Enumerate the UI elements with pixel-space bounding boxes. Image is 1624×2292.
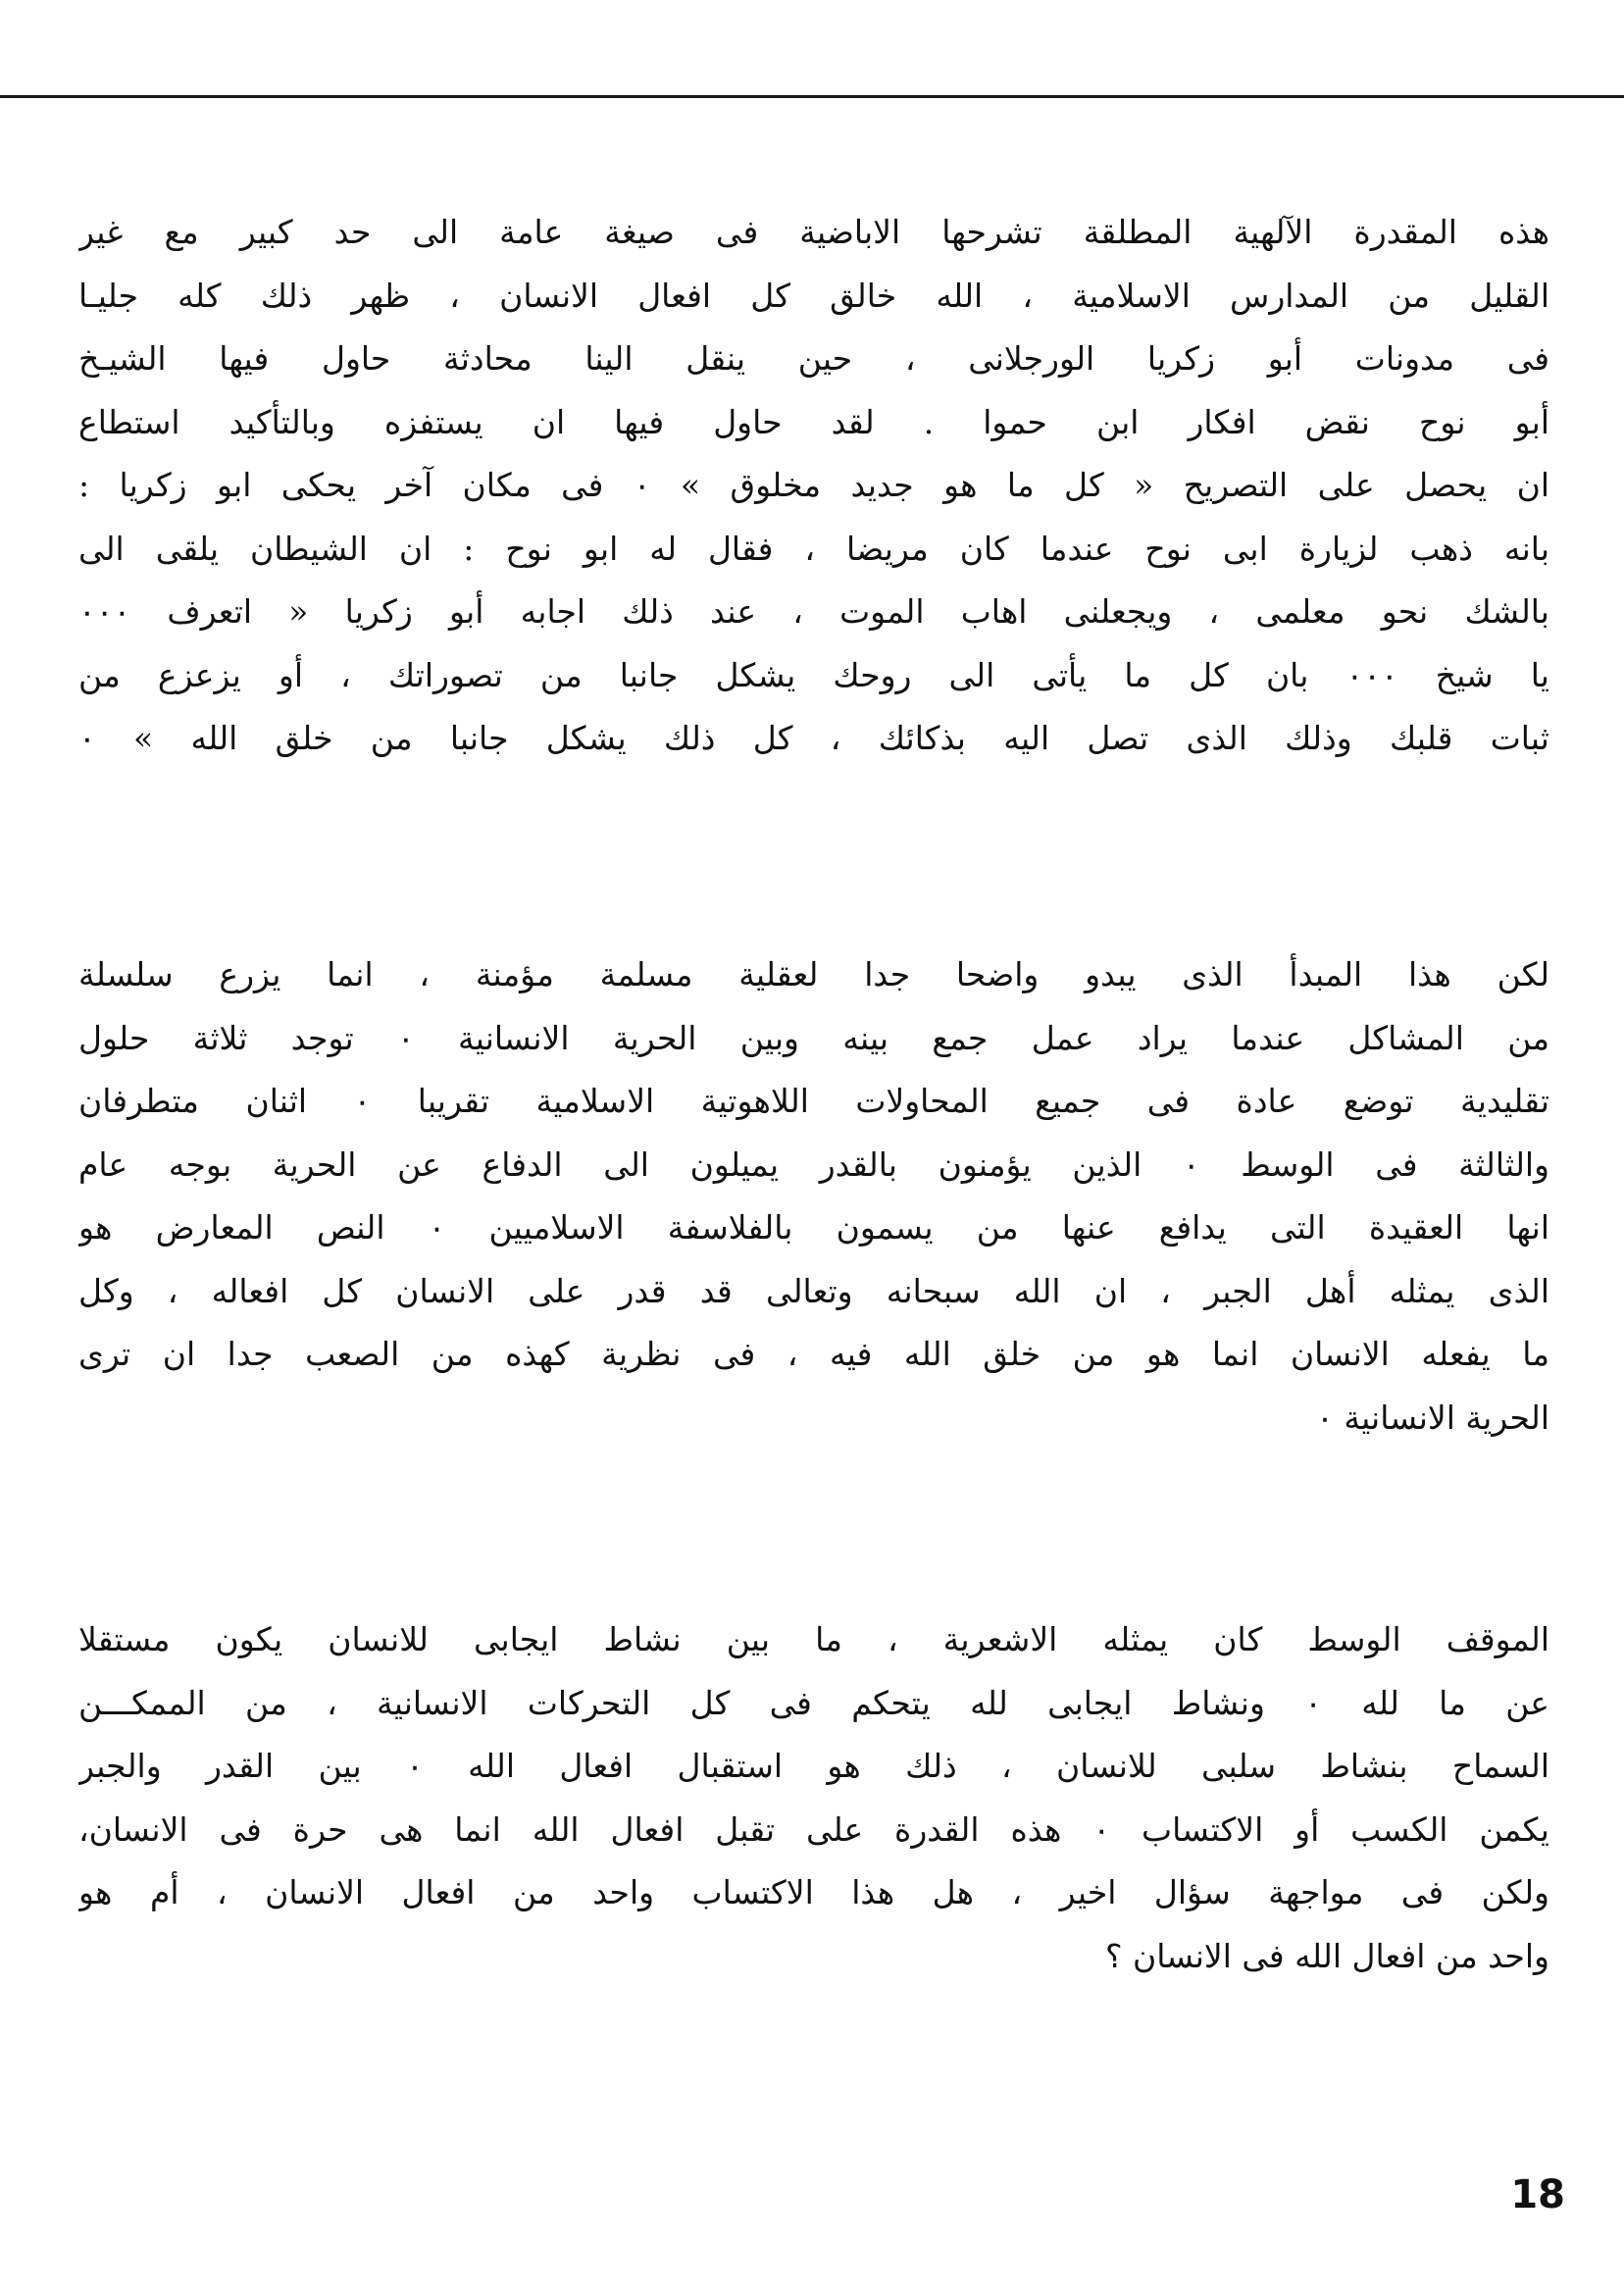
page-number: 18 <box>1510 2172 1565 2217</box>
text-line: عن ما لله ۰ ونشاط ايجابى لله يتحكم فى كل التحركات الانسانية ، من الممكـــن <box>78 1683 1549 1722</box>
text-line: الذى يمثله أهل الجبر ، ان الله سبحانه وتعالى قد قدر على الانسان كل افعاله ، وكل <box>78 1271 1549 1310</box>
text-line: ما يفعله الانسان انما هو من خلق الله فيه ، فى نظرية كهذه من الصعب جدا ان ترى <box>78 1335 1549 1373</box>
text-line: الحرية الانسانية ۰ <box>1316 1398 1549 1437</box>
text-line: تقليدية توضع عادة فى جميع المحاولات اللاهوتية الاسلامية تقريبا ۰ اثنان متطرفان <box>78 1082 1549 1120</box>
paragraph-2 <box>78 943 1549 1450</box>
text-line: والثالثة فى الوسط ۰ الذين يؤمنون بالقدر يميلون الى الدفاع عن الحرية بوجه عام <box>78 1145 1549 1184</box>
text-line: القليل من المدارس الاسلامية ، الله خالق كل افعال الانسان ، ظهر ذلك كله جليـا <box>78 276 1549 315</box>
text-line: ان يحصل على التصريح « كل ما هو جديد مخلوق » ۰ فى مكان آخر يحكى ابو زكريا : <box>78 466 1549 504</box>
text-line: بالشك نحو معلمى ، ويجعلنى اهاب الموت ، عند ذلك اجابه أبو زكريا « اتعرف ۰۰۰ <box>78 592 1549 631</box>
text-line: واحد من افعال الله فى الانسان ؟ <box>1105 1936 1549 1975</box>
text-line: يا شيخ ۰۰۰ بان كل ما يأتى الى روحك يشكل جانبا من تصوراتك ، أو يزعزع من <box>78 655 1549 694</box>
top-rule <box>0 95 1624 98</box>
paragraph-3 <box>78 1608 1549 1988</box>
text-line: لكن هذا المبدأ الذى يبدو واضحا جدا لعقلية مسلمة مؤمنة ، انما يزرع سلسلة <box>78 955 1549 993</box>
text-line: من المشاكل عندما يراد عمل جمع بينه وبين الحرية الانسانية ۰ توجد ثلاثة حلول <box>78 1018 1549 1057</box>
text-line: فى مدونات أبو زكريا الورجلانى ، حين ينقل الينا محادثة حاول فيها الشيـخ <box>78 339 1549 378</box>
text-line: هذه المقدرة الآلهية المطلقة تشرحها الاباضية فى صيغة عامة الى حد كبير مع غير <box>78 213 1549 251</box>
text-line: السماح بنشاط سلبى للانسان ، ذلك هو استقبال افعال الله ۰ بين القدر والجبر <box>78 1747 1549 1785</box>
paragraph-1 <box>78 201 1549 771</box>
text-line: بانه ذهب لزيارة ابى نوح عندما كان مريضا ، فقال له ابو نوح : ان الشيطان يلقى الى <box>78 529 1549 568</box>
text-line: ثبات قلبك وذلك الذى تصل اليه بذكائك ، كل ذلك يشكل جانبا من خلق الله » ۰ <box>78 719 1549 757</box>
text-line: ولكن فى مواجهة سؤال اخير ، هل هذا الاكتساب واحد من افعال الانسان ، أم هو <box>78 1873 1549 1911</box>
text-line: الموقف الوسط كان يمثله الاشعرية ، ما بين نشاط ايجابى للانسان يكون مستقلا <box>78 1620 1549 1658</box>
text-line: يكمن الكسب أو الاكتساب ۰ هذه القدرة على تقبل افعال الله انما هى حرة فى الانسان، <box>78 1809 1549 1849</box>
text-line: انها العقيدة التى يدافع عنها من يسمون بالفلاسفة الاسلاميين ۰ النص المعارض هو <box>78 1208 1549 1247</box>
text-line: أبو نوح نقض افكار ابن حموا . لقد حاول فيها ان يستفزه وبالتأكيد استطاع <box>78 402 1549 441</box>
